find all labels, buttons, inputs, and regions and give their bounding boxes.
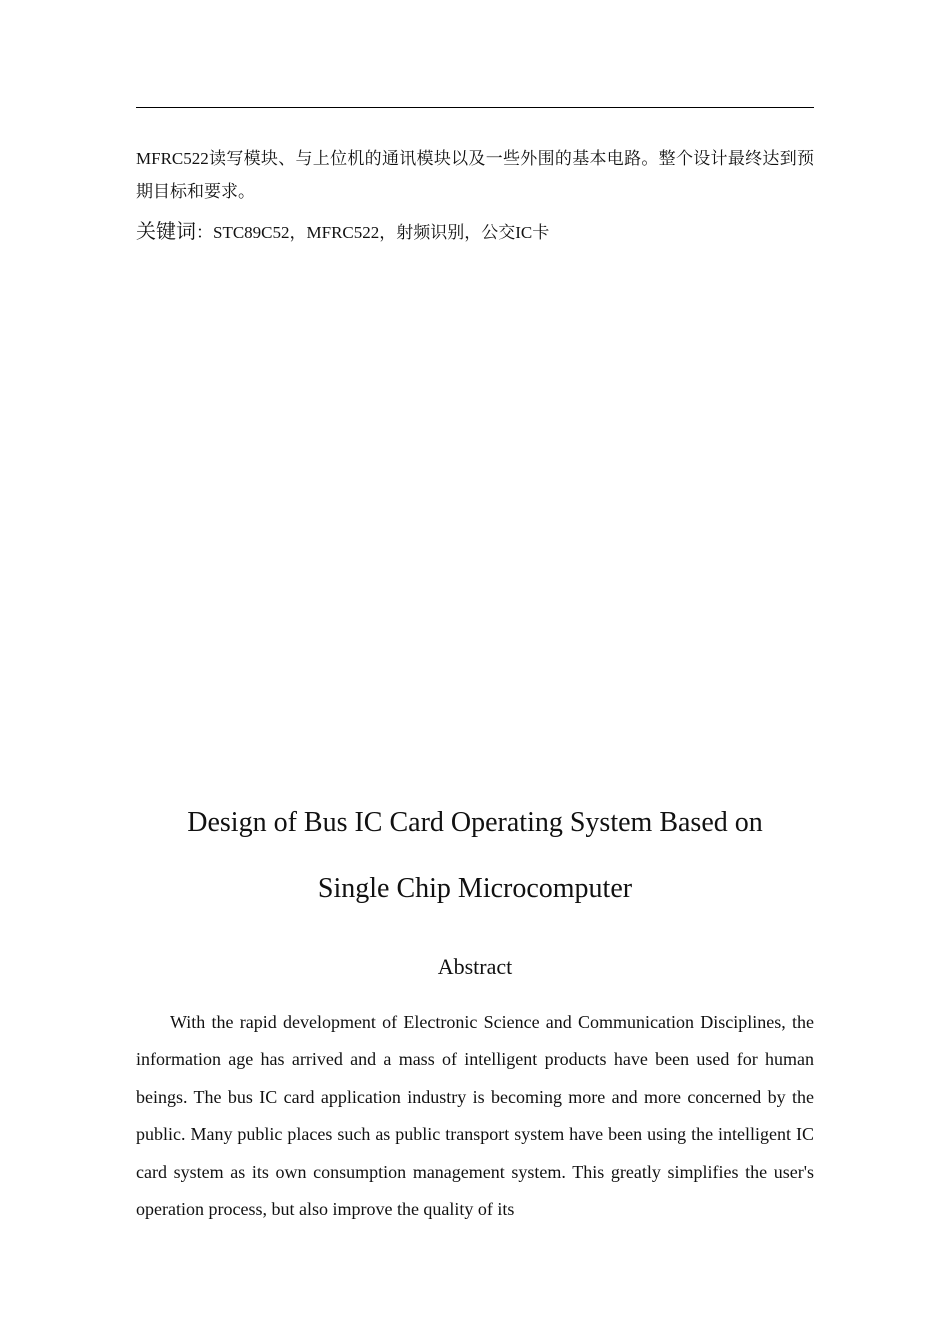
keywords-line xyxy=(136,215,814,249)
english-title-line-2: Single Chip Microcomputer xyxy=(317,873,633,904)
abstract-heading: Abstract xyxy=(437,954,513,979)
keywords-label: 关键词 xyxy=(136,219,196,243)
abstract-body: With the rapid development of Electronic Science and Communication Disciplines, the information age has arrived and a mass of intelligent products have been used for human beings. The bus IC card application industry is becoming more and more concerned by the public. Many public places such as public transport system have been using the intelligent IC card system as its own consumption management system. This greatly simplifies the user's operation process, but also improve the quality of its xyxy=(136,1012,814,1220)
keywords-value: STC89C52，MFRC522，射频识别，公交IC卡 xyxy=(213,223,550,242)
chinese-abstract-tail: MFRC522读写模块、与上位机的通讯模块以及一些外围的基本电路。整个设计最终达到预期目标和要求。 xyxy=(136,149,814,201)
english-title xyxy=(136,790,814,922)
english-title-line-1: Design of Bus IC Card Operating System Based on xyxy=(187,807,763,838)
keywords-separator: ： xyxy=(196,223,213,242)
header-rule xyxy=(136,107,814,108)
